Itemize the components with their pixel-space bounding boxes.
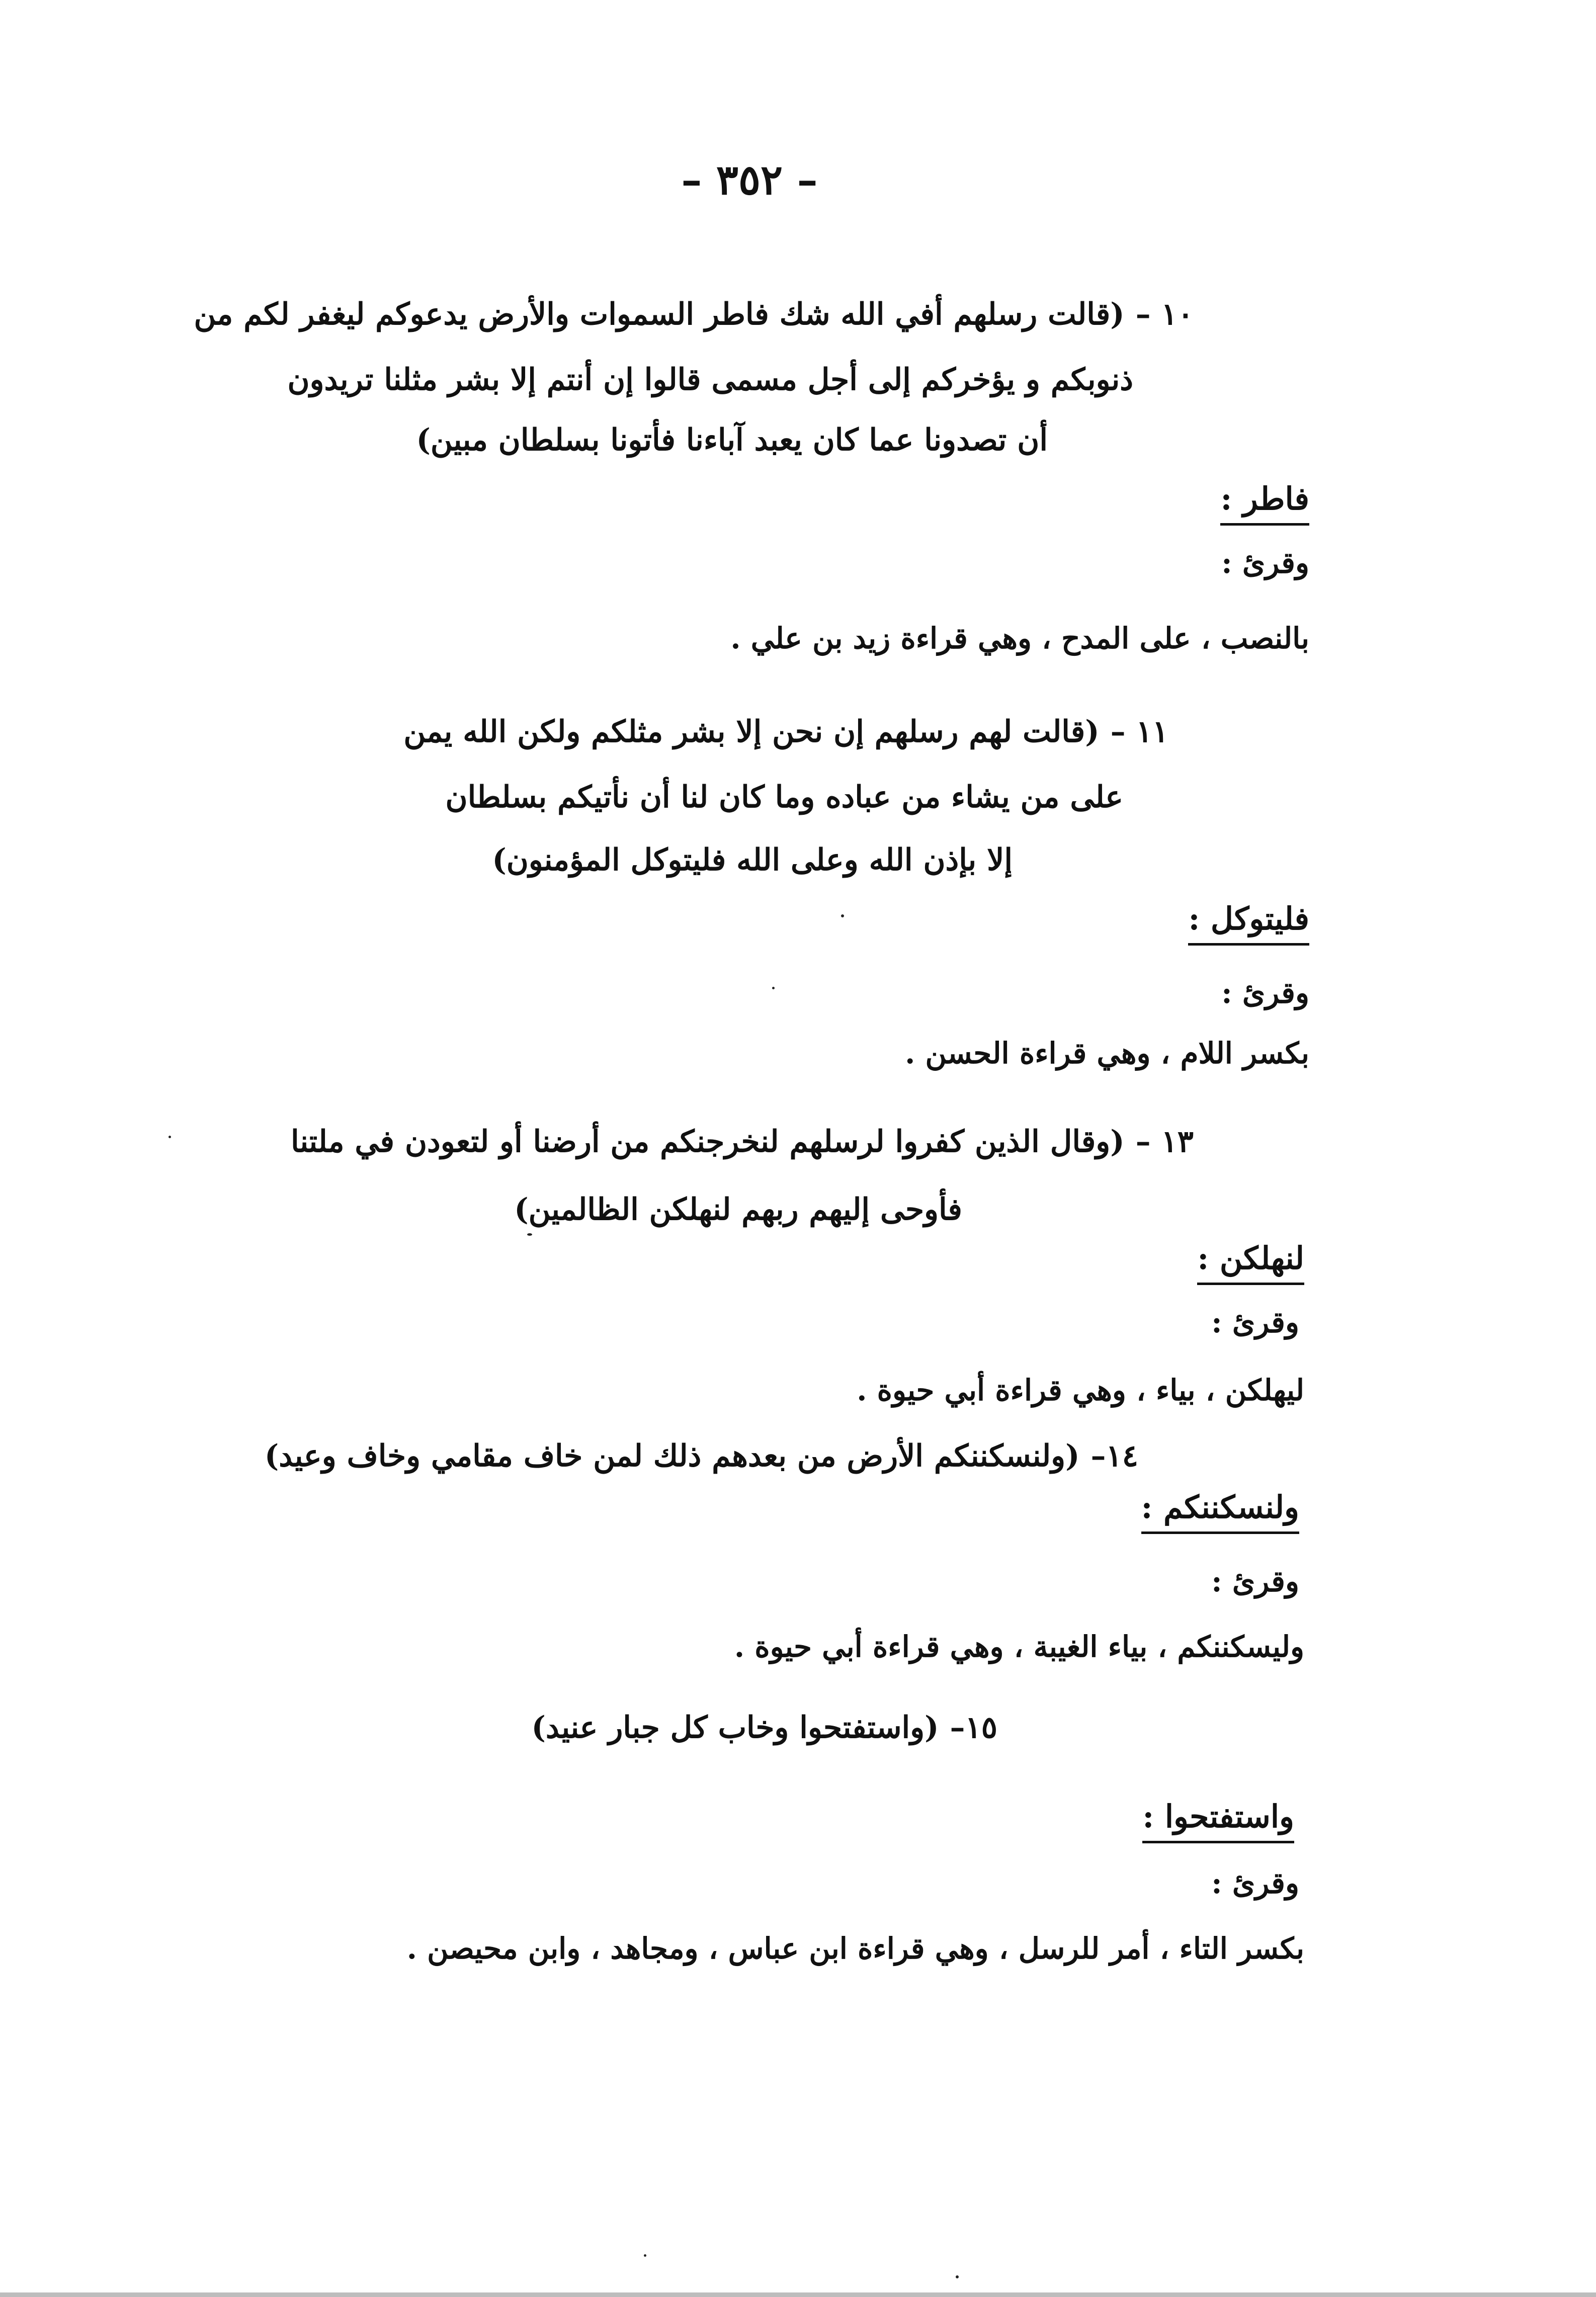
verse-line: أن تصدونا عما كان يعبد آباءنا فأتونا بسلطان مبين) bbox=[416, 422, 1048, 458]
scan-speck bbox=[772, 987, 775, 989]
verse-line: فأوحى إليهم ربهم لنهلكن الظالمين) bbox=[514, 1192, 962, 1227]
glossed-word: فاطر : bbox=[1220, 480, 1309, 526]
reading-label: وقرئ : bbox=[1211, 1564, 1299, 1598]
reading-text: بالنصب ، على المدح ، وهي قراءة زيد بن علي . bbox=[730, 621, 1309, 655]
glossed-word: لنهلكن : bbox=[1197, 1240, 1304, 1285]
verse-line bbox=[403, 714, 1168, 749]
reading-text: بكسر اللام ، وهي قراءة الحسن . bbox=[905, 1036, 1309, 1070]
scan-speck bbox=[841, 914, 844, 917]
page-number: – ٣٥٢ – bbox=[681, 156, 818, 204]
reading-label: وقرئ : bbox=[1221, 546, 1309, 580]
verse-text: (قالت رسلهم أفي الله شك فاطر السموات والأرض يدعوكم ليغفر لكم من bbox=[194, 297, 1125, 332]
verse-line: ذنوبكم و يؤخركم إلى أجل مسمى قالوا إن أنتم إلا بشر مثلنا تريدون bbox=[287, 362, 1133, 397]
glossed-word: واستفتحوا : bbox=[1142, 1798, 1294, 1843]
verse-line: على من يشاء من عباده وما كان لنا أن نأتيكم بسلطان bbox=[445, 780, 1123, 815]
scan-speck bbox=[527, 1233, 532, 1236]
glossed-word: ولنسكننكم : bbox=[1141, 1489, 1299, 1534]
verse-line bbox=[194, 297, 1194, 332]
verse-line: إلا بإذن الله وعلى الله فليتوكل المؤمنون) bbox=[492, 842, 1013, 878]
glossed-word: فليتوكل : bbox=[1188, 900, 1309, 946]
verse-number: ١٠ – bbox=[1135, 297, 1194, 332]
verse-number: ١١ – bbox=[1110, 714, 1168, 749]
reading-label: وقرئ : bbox=[1221, 976, 1309, 1010]
verse-text: (قالت لهم رسلهم إن نحن إلا بشر مثلكم ولكن الله يمن bbox=[403, 714, 1100, 749]
verse-text: (واستفتحوا وخاب كل جبار عنيد) bbox=[531, 1710, 939, 1745]
reading-label: وقرئ : bbox=[1211, 1305, 1299, 1339]
verse-line bbox=[291, 1124, 1194, 1159]
verse-line bbox=[265, 1438, 1138, 1474]
verse-number: ١٤– bbox=[1090, 1438, 1138, 1474]
reading-text: وليسكننكم ، بياء الغيبة ، وهي قراءة أبي حيوة . bbox=[734, 1630, 1304, 1664]
verse-text: (وقال الذين كفروا لرسلهم لنخرجنكم من أرضنا أو لتعودن في ملتنا bbox=[291, 1124, 1125, 1159]
reading-text: ليهلكن ، بياء ، وهي قراءة أبي حيوة . bbox=[857, 1373, 1304, 1407]
verse-text: (ولنسكننكم الأرض من بعدهم ذلك لمن خاف مقامي وخاف وعيد) bbox=[264, 1438, 1080, 1474]
scan-bottom-edge bbox=[0, 2292, 1596, 2297]
scan-speck bbox=[956, 2275, 959, 2278]
verse-number: ١٣ – bbox=[1135, 1124, 1194, 1159]
verse-line bbox=[532, 1710, 997, 1745]
reading-text: بكسر التاء ، أمر للرسل ، وهي قراءة ابن عباس ، ومجاهد ، وابن محيصن . bbox=[406, 1931, 1304, 1966]
verse-number: ١٥– bbox=[950, 1710, 997, 1745]
scan-speck bbox=[644, 2254, 646, 2257]
scan-speck bbox=[169, 1136, 171, 1138]
reading-label: وقرئ : bbox=[1211, 1866, 1299, 1900]
